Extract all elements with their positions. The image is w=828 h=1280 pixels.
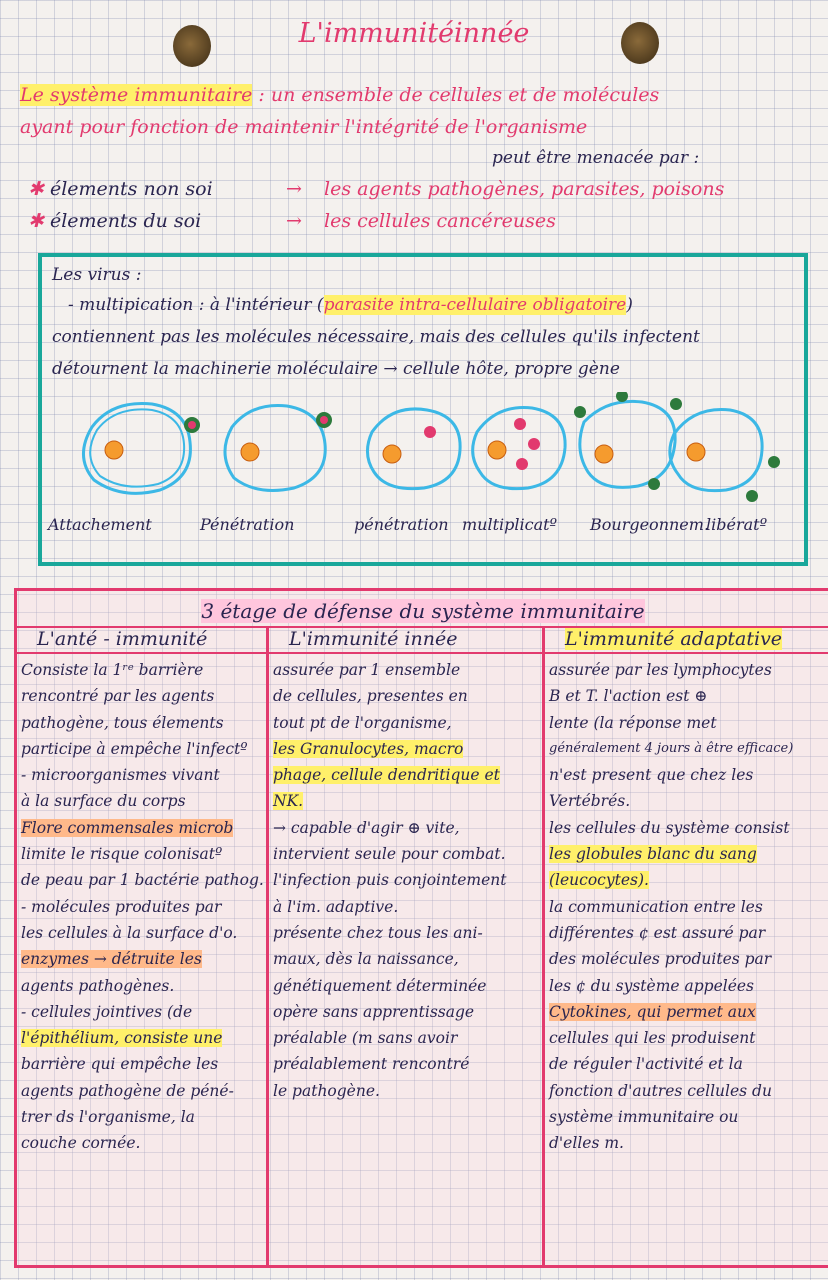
column-line: préalable (m sans avoir xyxy=(273,1029,458,1048)
stage-label: libératº xyxy=(706,515,768,534)
virus-line-1-start: - multipication : à l'intérieur ( xyxy=(68,295,324,315)
column-line: à l'im. adaptive. xyxy=(273,897,399,916)
column-line: de cellules, presentes en xyxy=(273,687,468,706)
column-anteimmunity xyxy=(21,657,265,1157)
column-line: n'est present que chez les xyxy=(549,766,754,785)
column-line: agents pathogènes. xyxy=(21,976,175,995)
column-line: le pathogène. xyxy=(273,1081,380,1100)
threat-right: les agents pathogènes, parasites, poisons xyxy=(324,178,725,200)
virus-cycle-diagram xyxy=(42,392,796,512)
virus-line-1-end: ) xyxy=(626,295,633,315)
stage-label: pénétration xyxy=(354,515,449,534)
column-line: pathogène, tous élements xyxy=(21,713,224,732)
column-header-anteimmunity: L'anté - immunité xyxy=(17,626,266,654)
column-line: fonction d'autres cellules du xyxy=(549,1081,772,1100)
column-divider xyxy=(266,626,269,1265)
column-header-innate: L'immunité innée xyxy=(269,626,542,654)
virus-box xyxy=(38,253,808,566)
column-line: présente chez tous les ani- xyxy=(273,923,483,942)
column-line xyxy=(549,999,825,1025)
column-line: - molécules produites par xyxy=(21,897,222,916)
column-line: limite le risque colonisatº xyxy=(21,845,223,864)
threat-right: les cellules cancéreuses xyxy=(324,210,556,232)
column-line: cellules qui les produisent xyxy=(549,1029,756,1048)
highlighted-term: l'épithélium, consiste une xyxy=(21,1029,223,1048)
cell-liberation xyxy=(670,410,780,503)
column-line xyxy=(21,946,265,972)
arrow-right-icon: → xyxy=(286,210,302,232)
highlighted-term: Flore commensales microb xyxy=(21,818,234,837)
column-line: d'elles m. xyxy=(549,1134,624,1153)
column-innate xyxy=(273,657,541,1104)
column-line: les ¢ du système appelées xyxy=(549,976,755,995)
column-line xyxy=(549,867,825,893)
highlighted-term: les Granulocytes, macro xyxy=(273,739,464,758)
stage-label: Attachement xyxy=(48,515,152,534)
column-line: génétiquement déterminée xyxy=(273,976,487,995)
page-title: L'immunitéinnée xyxy=(298,18,530,49)
cell-multiplication xyxy=(473,408,565,489)
star-bullet-icon: ✱ xyxy=(28,178,44,200)
intro-line-2: ayant pour fonction de maintenir l'intégrité de l'organisme xyxy=(20,116,588,138)
intro-line-3: peut être menacée par : xyxy=(492,148,700,168)
column-line: tout pt de l'organisme, xyxy=(273,713,452,732)
defense-title xyxy=(17,599,828,623)
column-adaptive xyxy=(549,657,825,1157)
column-line: B et T. l'action est ⊕ xyxy=(549,687,708,706)
column-line: rencontré par les agents xyxy=(21,687,215,706)
column-line: la communication entre les xyxy=(549,897,763,916)
column-line: couche cornée. xyxy=(21,1134,141,1153)
column-line: des molécules produites par xyxy=(549,950,772,969)
virus-line-2: contiennent pas les molécules nécessaire, mais des cellules qu'ils infectent xyxy=(52,327,700,347)
intro-line-1 xyxy=(20,84,659,106)
column-line: système immunitaire ou xyxy=(549,1108,739,1127)
arrow-right-icon: → xyxy=(286,178,302,200)
cell-penetration xyxy=(225,405,332,490)
column-divider xyxy=(542,626,545,1265)
column-line: généralement 4 jours à être efficace) xyxy=(549,740,794,756)
column-line: lente (la réponse met xyxy=(549,713,717,732)
column-line xyxy=(273,788,541,814)
column-line: → capable d'agir ⊕ vite, xyxy=(273,818,460,837)
virus-heading: Les virus : xyxy=(52,265,142,285)
stage-label: multiplicatº xyxy=(462,515,558,534)
column-line xyxy=(273,762,541,788)
column-line xyxy=(549,841,825,867)
virus-line-3: détournent la machinerie moléculaire → cellule hôte, propre gène xyxy=(52,359,620,379)
column-line: de réguler l'activité et la xyxy=(549,1055,743,1074)
column-line: préalablement rencontré xyxy=(273,1055,470,1074)
threat-left: élements du soi xyxy=(49,210,202,232)
cell-attachement xyxy=(83,403,200,493)
column-line: maux, dès la naissance, xyxy=(273,950,459,969)
highlighted-term: enzymes → détruite les xyxy=(21,950,202,969)
threat-left: élements non soi xyxy=(49,178,213,200)
intro-term: Le système immunitaire xyxy=(20,84,253,106)
highlighted-term: phage, cellule dendritique et xyxy=(273,766,500,785)
column-line: opère sans apprentissage xyxy=(273,1002,475,1021)
column-line: barrière qui empêche les xyxy=(21,1055,219,1074)
threat-item xyxy=(28,210,556,232)
column-line: participe à empêche l'infectº xyxy=(21,739,248,758)
cell-penetration-2 xyxy=(367,409,460,489)
threat-item xyxy=(28,178,725,200)
highlighted-term: Cytokines, qui permet aux xyxy=(549,1002,756,1021)
column-line: trer ds l'organisme, la xyxy=(21,1108,195,1127)
column-line: différentes ¢ est assuré par xyxy=(549,923,766,942)
column-line: de peau par 1 bactérie pathog. xyxy=(21,871,264,890)
column-line: intervient seule pour combat. xyxy=(273,845,506,864)
column-line: - microorganismes vivant xyxy=(21,766,220,785)
column-line: agents pathogène de péné- xyxy=(21,1081,234,1100)
intro-definition: : un ensemble de cellules et de molécules xyxy=(258,84,660,106)
column-line: à la surface du corps xyxy=(21,792,186,811)
highlighted-term: NK. xyxy=(273,792,304,811)
column-line: - cellules jointives (de xyxy=(21,1002,193,1021)
column-line: Vertébrés. xyxy=(549,792,631,811)
column-line: l'infection puis conjointement xyxy=(273,871,507,890)
highlighted-term: (leucocytes). xyxy=(549,871,649,890)
highlighted-term: les globules blanc du sang xyxy=(549,845,757,864)
defense-table xyxy=(14,588,828,1268)
column-line xyxy=(21,815,265,841)
column-header-adaptive xyxy=(545,626,828,654)
cell-bourgeonnement xyxy=(574,392,682,490)
column-line xyxy=(273,736,541,762)
column-header-adaptive-text: L'immunité adaptative xyxy=(565,628,783,650)
defense-title-text: 3 étage de défense du système immunitaire xyxy=(201,599,645,623)
virus-highlight: parasite intra-cellulaire obligatoire xyxy=(323,295,627,315)
star-bullet-icon: ✱ xyxy=(28,210,44,232)
stage-label: Bourgeonnem. xyxy=(590,515,710,534)
stage-label: Pénétration xyxy=(200,515,295,534)
column-line: Consiste la 1ʳᵉ barrière xyxy=(21,661,204,679)
column-line xyxy=(21,1025,265,1051)
column-line: assurée par les lymphocytes xyxy=(549,661,772,679)
virus-line-1 xyxy=(68,295,633,315)
column-line: les cellules à la surface d'o. xyxy=(21,923,238,942)
column-line: les cellules du système consist xyxy=(549,818,790,837)
column-line: assurée par 1 ensemble xyxy=(273,661,461,679)
